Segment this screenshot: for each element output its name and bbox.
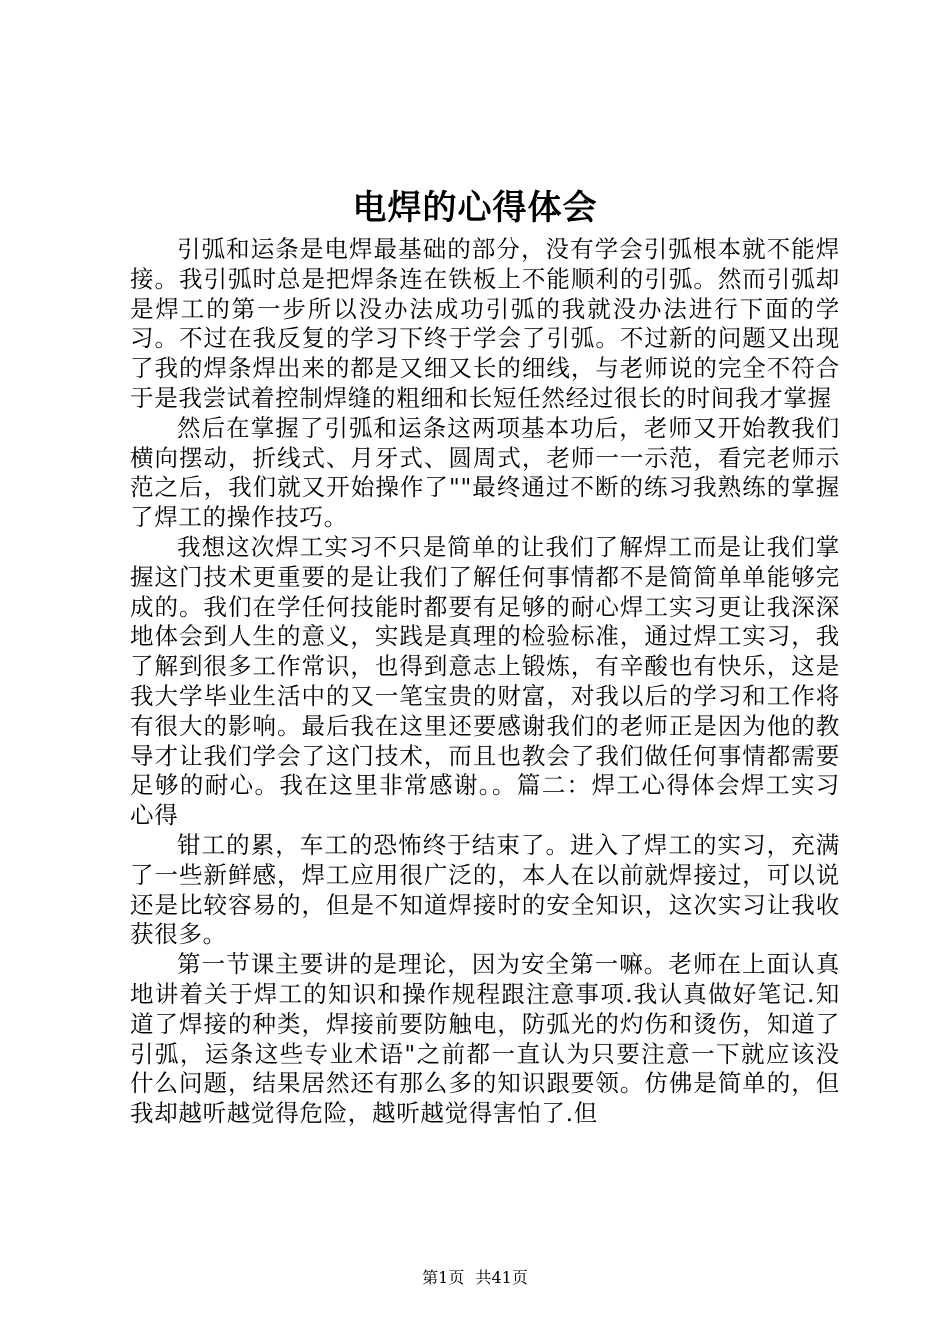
document-title: 电焊的心得体会: [352, 188, 598, 228]
paragraph: 我想这次焊工实习不只是简单的让我们了解焊工而是让我们掌握这门技术更重要的是让我们了解任何事情都不是简简单单能够完成的。我们在学任何技能时都要有足够的耐心焊工实习更让我深深地体会到人生的意义，实践是真理的检验标准，通过焊工实习，我了解到很多工作常识，也得到意志上锻炼，有辛酸也有快乐，这是我大学毕业生活中的又一笔宝贵的财富，对我以后的学习和工作将有很大的影响。最后我在这里还要感谢我们的老师正是因为他的教导才让我们学会了这门技术，而且也教会了我们做任何事情都需要足够的耐心。我在这里非常感谢。。篇二：焊工心得体会焊工实习心得: [130, 532, 840, 830]
document-body: [130, 235, 840, 1129]
page-total: 共41页: [475, 1268, 528, 1287]
page-number: 第1页: [422, 1268, 465, 1287]
page-footer: [0, 1268, 950, 1288]
paragraph: 第一节课主要讲的是理论，因为安全第一嘛。老师在上面认真地讲着关于焊工的知识和操作规程跟注意事项.我认真做好笔记.知道了焊接的种类，焊接前要防触电，防弧光的灼伤和烫伤，知道了引弧，运条这些专业术语"之前都一直认为只要注意一下就应该没什么问题，结果居然还有那么多的知识跟要领。仿佛是简单的，但我却越听越觉得危险，越听越觉得害怕了.但: [130, 950, 840, 1128]
paragraph: 引弧和运条是电焊最基础的部分，没有学会引弧根本就不能焊接。我引弧时总是把焊条连在铁板上不能顺利的引弧。然而引弧却是焊工的第一步所以没办法成功引弧的我就没办法进行下面的学习。不过在我反复的学习下终于学会了引弧。不过新的问题又出现了我的焊条焊出来的都是又细又长的细线，与老师说的完全不符合于是我尝试着控制焊缝的粗细和长短任然经过很长的时间我才掌握: [130, 235, 840, 412]
paragraph: 钳工的累，车工的恐怖终于结束了。进入了焊工的实习，充满了一些新鲜感，焊工应用很广泛的，本人在以前就焊接过，可以说还是比较容易的，但是不知道焊接时的安全知识，这次实习让我收获很多。: [130, 830, 840, 949]
paragraph: 然后在掌握了引弧和运条这两项基本功后，老师又开始教我们横向摆动，折线式、月牙式、圆周式，老师一一示范，看完老师示范之后，我们就又开始操作了""最终通过不断的练习我熟练的掌握了焊工的操作技巧。: [130, 413, 840, 532]
